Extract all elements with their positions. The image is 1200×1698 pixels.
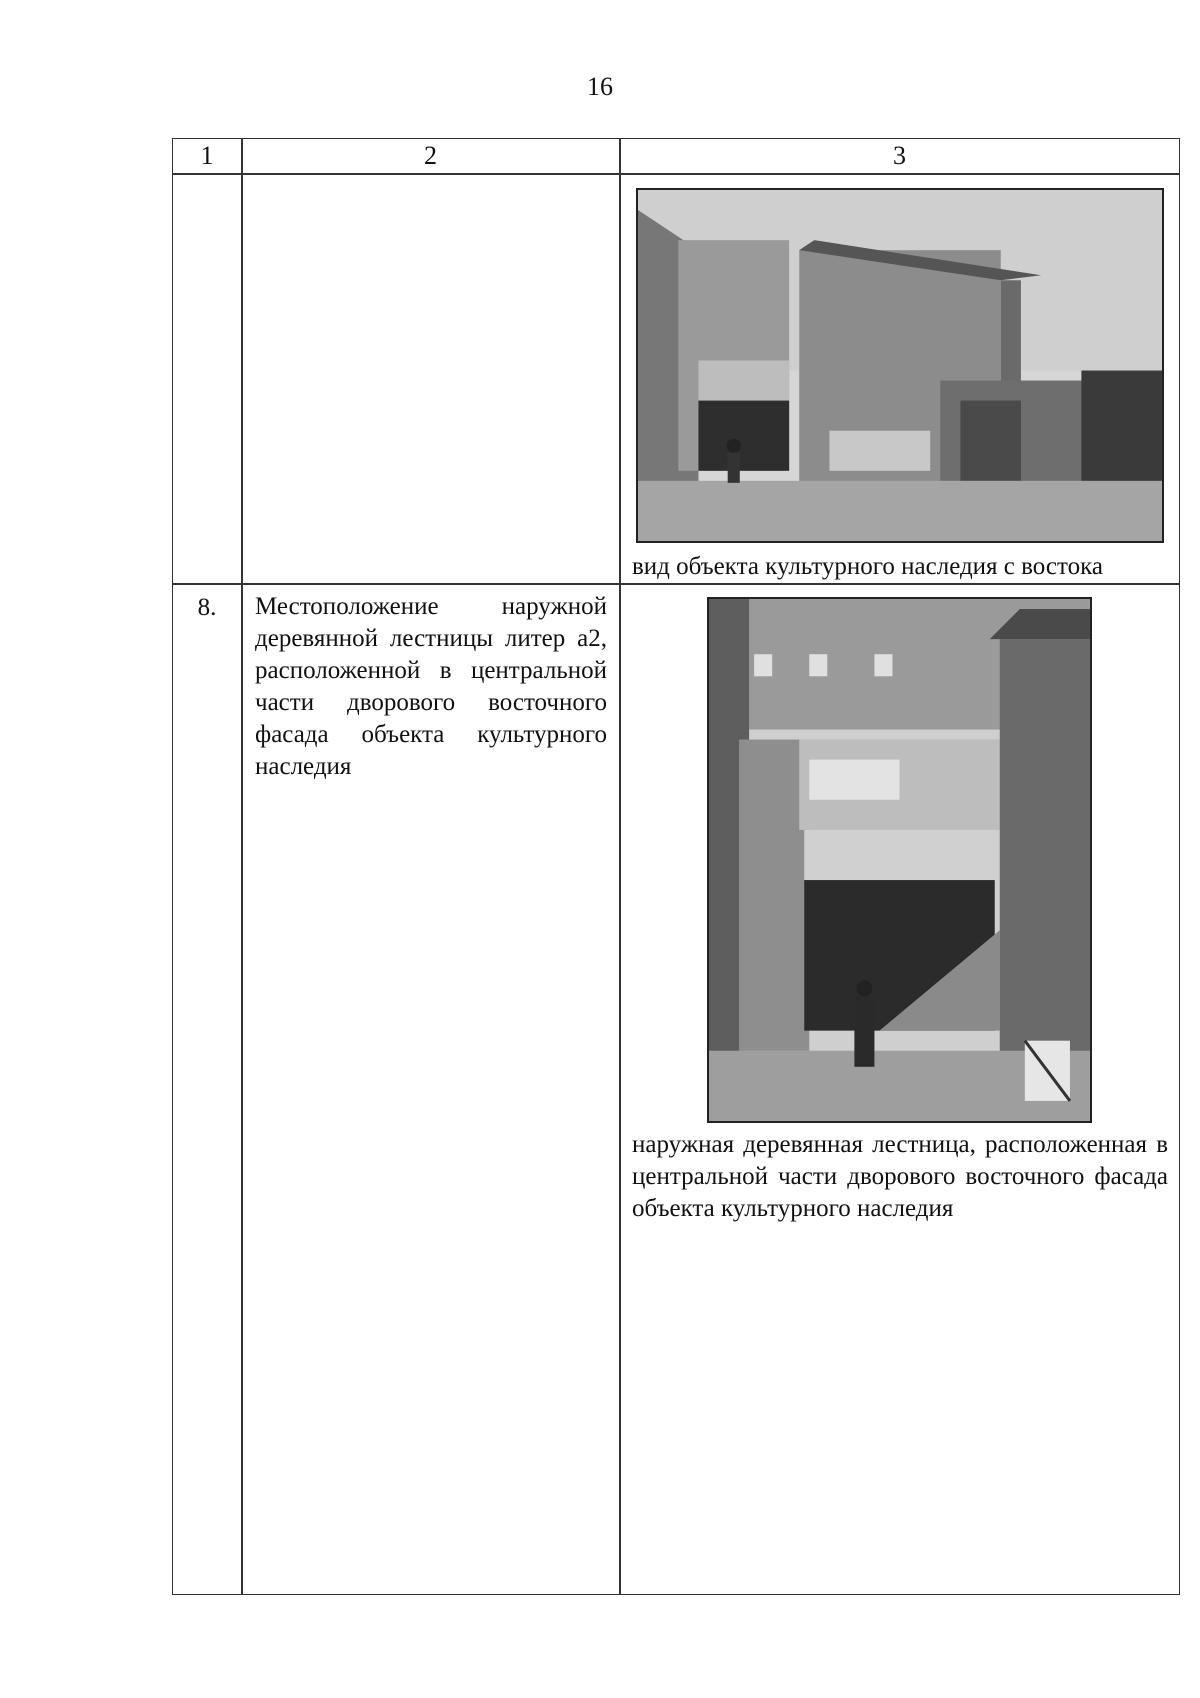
table-header-row (173, 139, 1179, 173)
table-row-continued (173, 175, 1179, 583)
photo-caption-east-view: вид объекта культурного наследия с востока (632, 553, 1103, 580)
document-table (172, 138, 1180, 1595)
building-courtyard-photo (636, 188, 1164, 543)
page-number: 16 (587, 72, 613, 101)
row-number: 8. (197, 594, 217, 621)
header-col-2: 2 (424, 141, 437, 170)
header-col-3: 3 (893, 141, 906, 170)
table-row-8 (173, 585, 1179, 1594)
row-description: Местоположение наружной деревянной лестницы литер а2, расположенной в центральной части дворового восточного фасада объекта культурного наследия (255, 593, 607, 780)
header-col-1: 1 (200, 141, 214, 170)
wooden-staircase-photo (707, 597, 1092, 1123)
photo-caption-staircase: наружная деревянная лестница, расположенная в центральной части дворового восточного фасада объекта культурного наследия (632, 1131, 1168, 1222)
